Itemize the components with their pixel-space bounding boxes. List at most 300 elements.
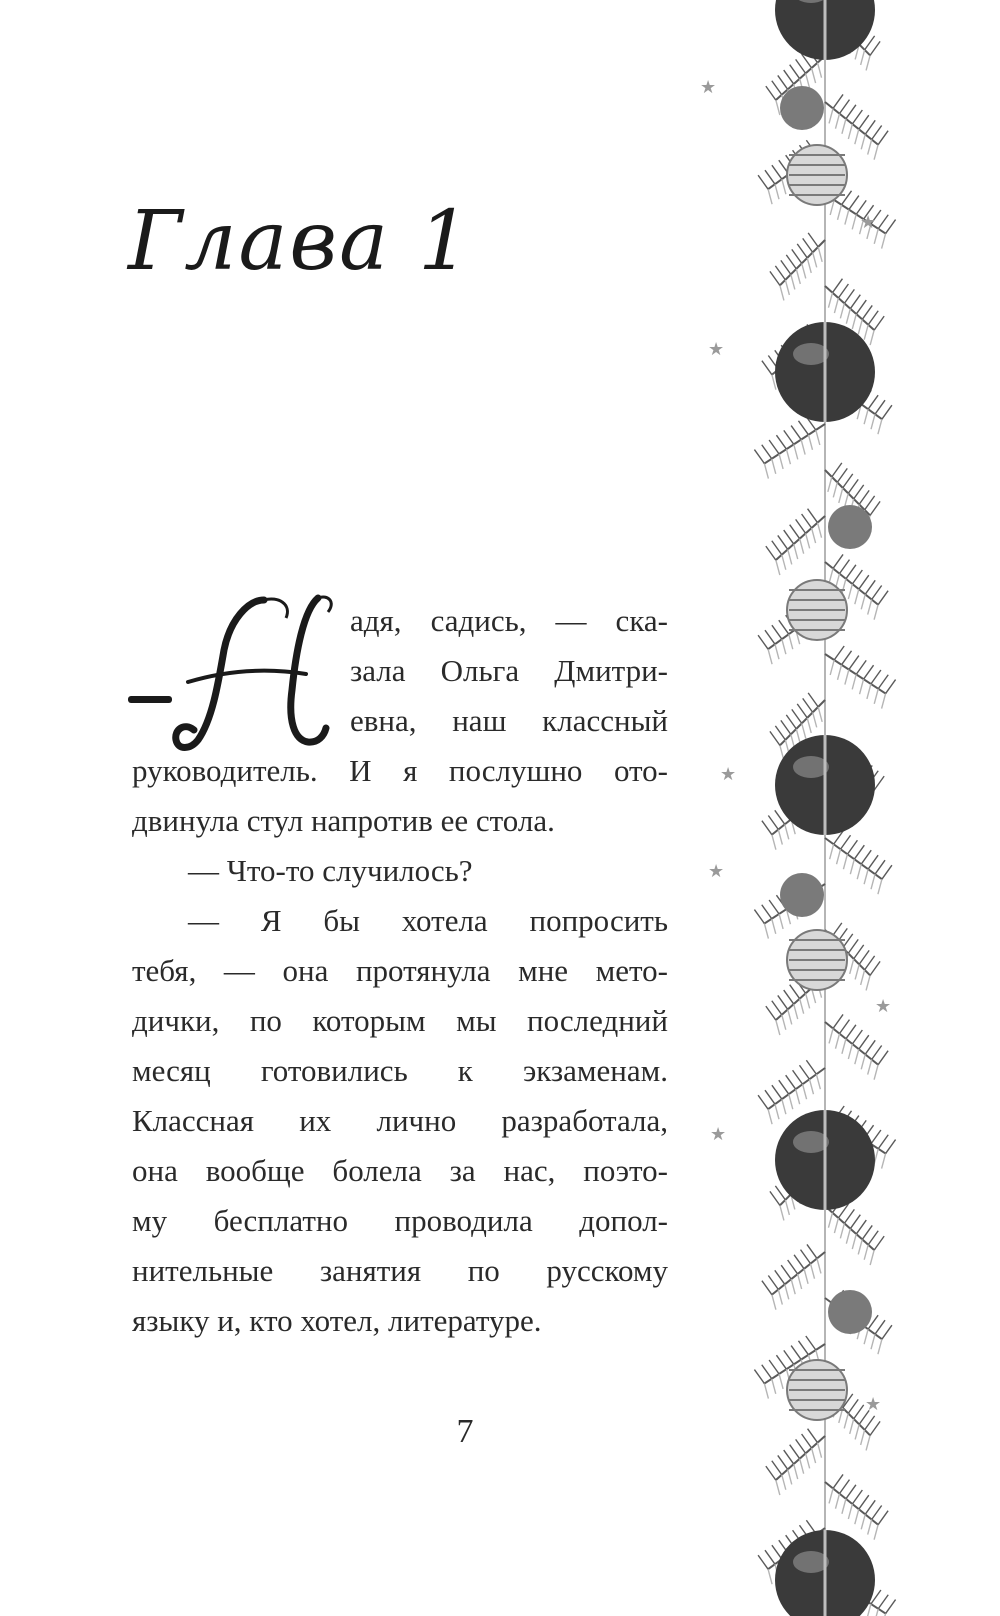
fir-needle: [818, 523, 822, 538]
fir-needle: [768, 1109, 772, 1124]
fir-needle: [758, 1555, 768, 1569]
fir-needle: [854, 1405, 864, 1419]
fir-needle: [818, 1443, 822, 1458]
fir-needle: [807, 258, 811, 273]
fir-needle: [842, 119, 846, 134]
fir-needle: [864, 409, 868, 424]
fir-needle: [808, 693, 818, 707]
fir-needle: [870, 330, 874, 345]
text-line: евна, наш классный: [350, 703, 668, 738]
fir-needle: [852, 1030, 862, 1044]
fir-needle: [886, 220, 896, 234]
fir-needle: [834, 646, 844, 660]
fir-needle: [829, 1488, 833, 1503]
fir-needle: [772, 835, 776, 850]
fir-needle: [858, 1239, 862, 1254]
fir-needle: [855, 129, 859, 144]
fir-needle: [790, 1445, 800, 1459]
fir-needle: [856, 660, 866, 674]
fir-needle: [758, 175, 768, 189]
fir-needle: [872, 586, 882, 600]
fir-needle: [842, 579, 846, 594]
fir-needle: [800, 539, 804, 554]
fir-needle: [816, 1074, 820, 1089]
text-line: — Я бы хотела попросить: [188, 903, 668, 938]
fir-needle: [843, 474, 853, 488]
fir-needle: [796, 269, 800, 284]
fir-needle: [765, 630, 775, 644]
fir-needle: [792, 709, 802, 723]
fir-needle: [852, 1234, 856, 1249]
fir-needle: [793, 1070, 803, 1084]
fir-needle: [859, 950, 869, 964]
fir-needle: [868, 855, 878, 869]
fir-needle: [846, 105, 856, 119]
text-line: му бесплатно проводила допол-: [132, 1203, 668, 1238]
fir-needle: [850, 859, 854, 874]
fir-needle: [798, 1274, 802, 1289]
fir-needle: [782, 1015, 786, 1030]
fir-needle: [812, 528, 816, 543]
fir-needle: [778, 995, 788, 1009]
fir-needle: [769, 900, 779, 914]
fir-needle: [796, 59, 806, 73]
fir-needle: [799, 1065, 809, 1079]
fir-needle: [844, 289, 854, 303]
fir-needle: [875, 400, 885, 414]
fir-needle: [839, 1480, 849, 1494]
fir-needle: [848, 939, 858, 953]
fir-needle: [802, 1434, 812, 1448]
fir-needle: [762, 1281, 772, 1295]
fir-needle: [874, 689, 878, 704]
star-icon: ★: [708, 861, 725, 882]
fir-needle: [784, 1450, 794, 1464]
fir-needle: [871, 874, 875, 889]
fir-needle: [781, 720, 791, 734]
fir-needle: [849, 196, 859, 210]
small-ornament: [780, 86, 824, 130]
fir-needle: [874, 316, 884, 330]
fir-needle: [772, 1001, 782, 1015]
fir-needle: [842, 191, 852, 205]
fir-needle: [808, 509, 818, 523]
fir-needle: [786, 449, 790, 464]
fir-needle: [850, 959, 854, 974]
fir-needle: [839, 1020, 849, 1034]
fir-needle: [852, 214, 856, 229]
fir-needle: [852, 110, 862, 124]
text-line: Классная их лично разработала,: [132, 1103, 668, 1138]
fir-needle: [790, 985, 800, 999]
fir-needle: [878, 1511, 888, 1525]
fir-needle: [782, 1099, 786, 1114]
fir-needle: [828, 477, 832, 492]
star-icon: ★: [700, 77, 717, 98]
fir-needle: [772, 1379, 776, 1394]
fir-needle: [886, 680, 896, 694]
fir-needle: [786, 255, 796, 269]
fir-needle: [817, 1258, 821, 1273]
fir-needle: [772, 541, 782, 555]
fir-needle: [770, 1191, 780, 1205]
fir-needle: [754, 1370, 764, 1384]
fir-needle: [772, 81, 782, 95]
fir-needle: [882, 234, 886, 249]
fir-needle: [798, 1341, 808, 1355]
fir-needle: [796, 1439, 806, 1453]
fir-needle: [855, 1509, 859, 1524]
fir-needle: [765, 1550, 775, 1564]
fir-needle: [830, 844, 834, 859]
fir-needle: [868, 1060, 872, 1075]
fir-needle: [842, 1499, 846, 1514]
text-line: она вообще болела за нас, поэто-: [132, 1153, 668, 1188]
fir-needle: [829, 1028, 833, 1043]
fir-needle: [803, 238, 813, 252]
fir-needle: [781, 1265, 791, 1279]
fir-needle: [852, 314, 856, 329]
fir-needle: [855, 589, 859, 604]
fir-needle: [864, 869, 868, 884]
fir-needle: [802, 723, 806, 738]
fir-needle: [842, 651, 852, 665]
fir-needle: [870, 1421, 880, 1435]
fir-needle: [855, 1049, 859, 1064]
fir-needle: [839, 100, 849, 114]
fir-needle: [865, 1040, 875, 1054]
fir-needle: [800, 1459, 804, 1474]
fir-needle: [754, 450, 764, 464]
fir-needle: [840, 1223, 844, 1238]
fir-needle: [778, 1290, 782, 1305]
fir-needle: [772, 459, 776, 474]
fir-needle: [794, 444, 798, 459]
fir-needle: [792, 249, 802, 263]
fir-needle: [852, 674, 856, 689]
fir-needle: [818, 63, 822, 78]
fir-needle: [846, 309, 850, 324]
fir-needle: [862, 1225, 872, 1239]
fir-needle: [779, 914, 783, 929]
fir-needle: [796, 519, 806, 533]
fir-needle: [803, 1084, 807, 1099]
star-icon: ★: [720, 764, 737, 785]
fir-needle: [780, 1205, 784, 1220]
fir-needle: [808, 233, 818, 247]
fir-needle: [794, 544, 798, 559]
fir-needle: [839, 560, 849, 574]
fir-needle: [766, 86, 776, 100]
small-ornament: [828, 505, 872, 549]
fir-needle: [838, 284, 848, 298]
fir-needle: [848, 1504, 852, 1519]
fir-needle: [776, 435, 786, 449]
fir-needle: [764, 464, 768, 479]
fir-needle: [770, 731, 780, 745]
fir-needle: [778, 75, 788, 89]
fir-needle: [848, 584, 852, 599]
fir-needle: [766, 546, 776, 560]
fir-needle: [818, 707, 822, 722]
fir-needle: [772, 625, 782, 639]
fir-needle: [874, 605, 878, 620]
fir-needle: [843, 854, 847, 869]
fir-needle: [871, 1130, 881, 1144]
fir-needle: [807, 718, 811, 733]
fir-needle: [854, 945, 864, 959]
fir-needle: [813, 712, 817, 727]
text-line: — Что-то случилось?: [188, 853, 473, 888]
fir-needle: [808, 435, 812, 450]
fir-needle: [762, 821, 772, 835]
fir-needle: [854, 845, 864, 859]
fir-needle: [878, 215, 888, 229]
fir-needle: [766, 1466, 776, 1480]
fir-needle: [861, 970, 865, 985]
fir-needle: [758, 635, 768, 649]
fir-needle: [776, 560, 780, 575]
fir-needle: [848, 124, 852, 139]
fir-needle: [870, 501, 880, 515]
fir-needle: [882, 1325, 892, 1339]
fir-needle: [850, 295, 860, 309]
fir-needle: [812, 1448, 816, 1463]
fir-needle: [833, 1474, 843, 1488]
fir-needle: [866, 55, 870, 70]
fir-needle: [878, 879, 882, 894]
fir-needle: [830, 660, 834, 675]
fir-needle: [856, 1220, 866, 1234]
fir-needle: [833, 1014, 843, 1028]
fir-needle: [779, 1374, 783, 1389]
fir-needle: [886, 1140, 896, 1154]
fir-needle: [852, 1490, 862, 1504]
text-line: адя, садись, — ска-: [350, 603, 668, 638]
fir-needle: [786, 715, 796, 729]
fir-needle: [769, 440, 779, 454]
fir-needle: [806, 993, 810, 1008]
fir-needle: [857, 864, 861, 879]
fir-needle: [865, 956, 875, 970]
fir-needle: [834, 1218, 838, 1233]
fir-needle: [764, 1384, 768, 1399]
fir-needle: [871, 1334, 875, 1349]
fir-needle: [874, 1609, 878, 1616]
fir-needle: [804, 1269, 808, 1284]
fir-needle: [844, 1209, 854, 1223]
fir-needle: [855, 1424, 859, 1439]
fir-needle: [878, 675, 888, 689]
small-ornament: [828, 1290, 872, 1334]
fir-needle: [861, 594, 865, 609]
fir-needle: [859, 115, 869, 129]
fir-needle: [789, 1094, 793, 1109]
text-line: зала Ольга Дмитри-: [350, 653, 668, 688]
fir-needle: [866, 975, 870, 990]
fir-needle: [782, 1475, 786, 1490]
fir-needle: [785, 824, 789, 839]
fir-needle: [800, 999, 804, 1014]
fir-needle: [803, 698, 813, 712]
fir-needle: [790, 525, 800, 539]
fir-needle: [775, 644, 779, 659]
fir-needle: [762, 905, 772, 919]
fir-needle: [864, 1245, 868, 1260]
fir-needle: [796, 1089, 800, 1104]
fir-needle: [837, 849, 841, 864]
fir-needle: [802, 514, 812, 528]
fir-needle: [788, 1009, 792, 1024]
fir-needle: [874, 776, 884, 790]
fir-needle: [850, 1215, 860, 1229]
fir-needle: [868, 395, 878, 409]
fir-needle: [878, 1595, 888, 1609]
fir-needle: [766, 1006, 776, 1020]
text-line: языку и, кто хотел, литературе.: [132, 1303, 542, 1338]
fir-needle: [865, 1500, 875, 1514]
fir-needle: [878, 591, 888, 605]
fir-needle: [772, 1545, 782, 1559]
fir-needle: [801, 1250, 811, 1264]
fir-needle: [868, 1520, 872, 1535]
fir-needle: [846, 1229, 850, 1244]
star-icon: ★: [708, 339, 725, 360]
fir-needle: [882, 865, 892, 879]
text-line: месяц готовились к экзаменам.: [132, 1053, 668, 1088]
fir-needle: [772, 165, 782, 179]
fir-needle: [847, 840, 857, 854]
fir-needle: [779, 1080, 789, 1094]
fir-needle: [844, 1413, 848, 1428]
small-ornament: [780, 873, 824, 917]
fir-needle: [860, 679, 864, 694]
fir-needle: [833, 554, 843, 568]
fir-needle: [786, 1075, 796, 1089]
fir-needle: [878, 419, 882, 434]
fir-needle: [808, 1429, 818, 1443]
fir-needle: [872, 126, 882, 140]
fir-needle: [794, 1255, 804, 1269]
fir-needle: [782, 179, 786, 194]
fir-needle: [784, 1350, 794, 1364]
fir-needle: [791, 1346, 801, 1360]
fir-needle: [874, 1065, 878, 1080]
fir-needle: [768, 649, 772, 664]
fir-needle: [859, 575, 869, 589]
fir-needle: [882, 1154, 886, 1169]
fir-needle: [806, 1336, 816, 1350]
fir-needle: [865, 496, 875, 510]
star-icon: ★: [865, 1394, 882, 1415]
fir-needle: [868, 140, 872, 155]
fir-needle: [762, 445, 772, 459]
fir-needle: [861, 1054, 865, 1069]
fir-needle: [829, 108, 833, 123]
fir-needle: [829, 568, 833, 583]
fir-needle: [765, 170, 775, 184]
fir-needle: [791, 1279, 795, 1294]
fir-needle: [874, 145, 878, 160]
fir-needle: [861, 1514, 865, 1529]
fir-needle: [878, 1135, 888, 1149]
fir-needle: [865, 580, 875, 594]
fir-needle: [775, 726, 785, 740]
fir-needle: [788, 549, 792, 564]
fir-needle: [833, 94, 843, 108]
fir-needle: [816, 430, 820, 445]
fir-needle: [784, 70, 794, 84]
fir-needle: [874, 1236, 884, 1250]
fir-needle: [828, 1213, 832, 1228]
fir-needle: [762, 1365, 772, 1379]
fir-needle: [807, 1244, 817, 1258]
fir-needle: [790, 65, 800, 79]
fir-needle: [878, 1051, 888, 1065]
fir-needle: [784, 530, 794, 544]
star-icon: ★: [875, 996, 892, 1017]
fir-needle: [785, 1284, 789, 1299]
fir-needle: [850, 1419, 854, 1434]
fir-needle: [871, 414, 875, 429]
fir-needle: [835, 1494, 839, 1509]
fir-needle: [780, 285, 784, 300]
fir-needle: [840, 303, 844, 318]
fir-needle: [852, 570, 862, 584]
fir-needle: [874, 1525, 878, 1540]
fir-needle: [861, 1430, 865, 1445]
fir-needle: [875, 860, 885, 874]
fir-needle: [882, 405, 892, 419]
fir-needle: [801, 440, 805, 455]
fir-needle: [859, 490, 869, 504]
fir-needle: [878, 1339, 882, 1354]
fir-needle: [855, 964, 859, 979]
fir-needle: [809, 1079, 813, 1094]
fir-needle: [775, 1104, 779, 1119]
fir-needle: [872, 1506, 882, 1520]
fir-needle: [864, 1329, 868, 1344]
fir-needle: [868, 600, 872, 615]
fir-needle: [802, 263, 806, 278]
star-icon: ★: [710, 1124, 727, 1145]
fir-needle: [838, 665, 842, 680]
fir-needle: [770, 271, 780, 285]
fir-needle: [781, 260, 791, 274]
fir-needle: [818, 247, 822, 262]
fir-needle: [864, 665, 874, 679]
fir-needle: [875, 1320, 885, 1334]
fir-needle: [871, 670, 881, 684]
text-line: тебя, — она протянула мне мето-: [132, 953, 668, 988]
fir-needle: [867, 684, 871, 699]
fir-needle: [886, 1600, 896, 1614]
fir-needle: [832, 463, 842, 477]
fir-needle: [864, 325, 868, 340]
fir-needle: [764, 924, 768, 939]
fir-needle: [849, 656, 859, 670]
fir-needle: [798, 421, 808, 435]
fir-needle: [769, 1360, 779, 1374]
text-line: дички, по которым мы последний: [132, 1003, 668, 1038]
fir-needle: [832, 279, 842, 293]
text-line: руководитель. И я послушно ото-: [132, 753, 668, 788]
fir-needle: [841, 835, 851, 849]
christmas-garland-decoration: [690, 0, 960, 1616]
fir-needle: [845, 670, 849, 685]
fir-needle: [806, 73, 810, 88]
fir-needle: [838, 205, 842, 220]
